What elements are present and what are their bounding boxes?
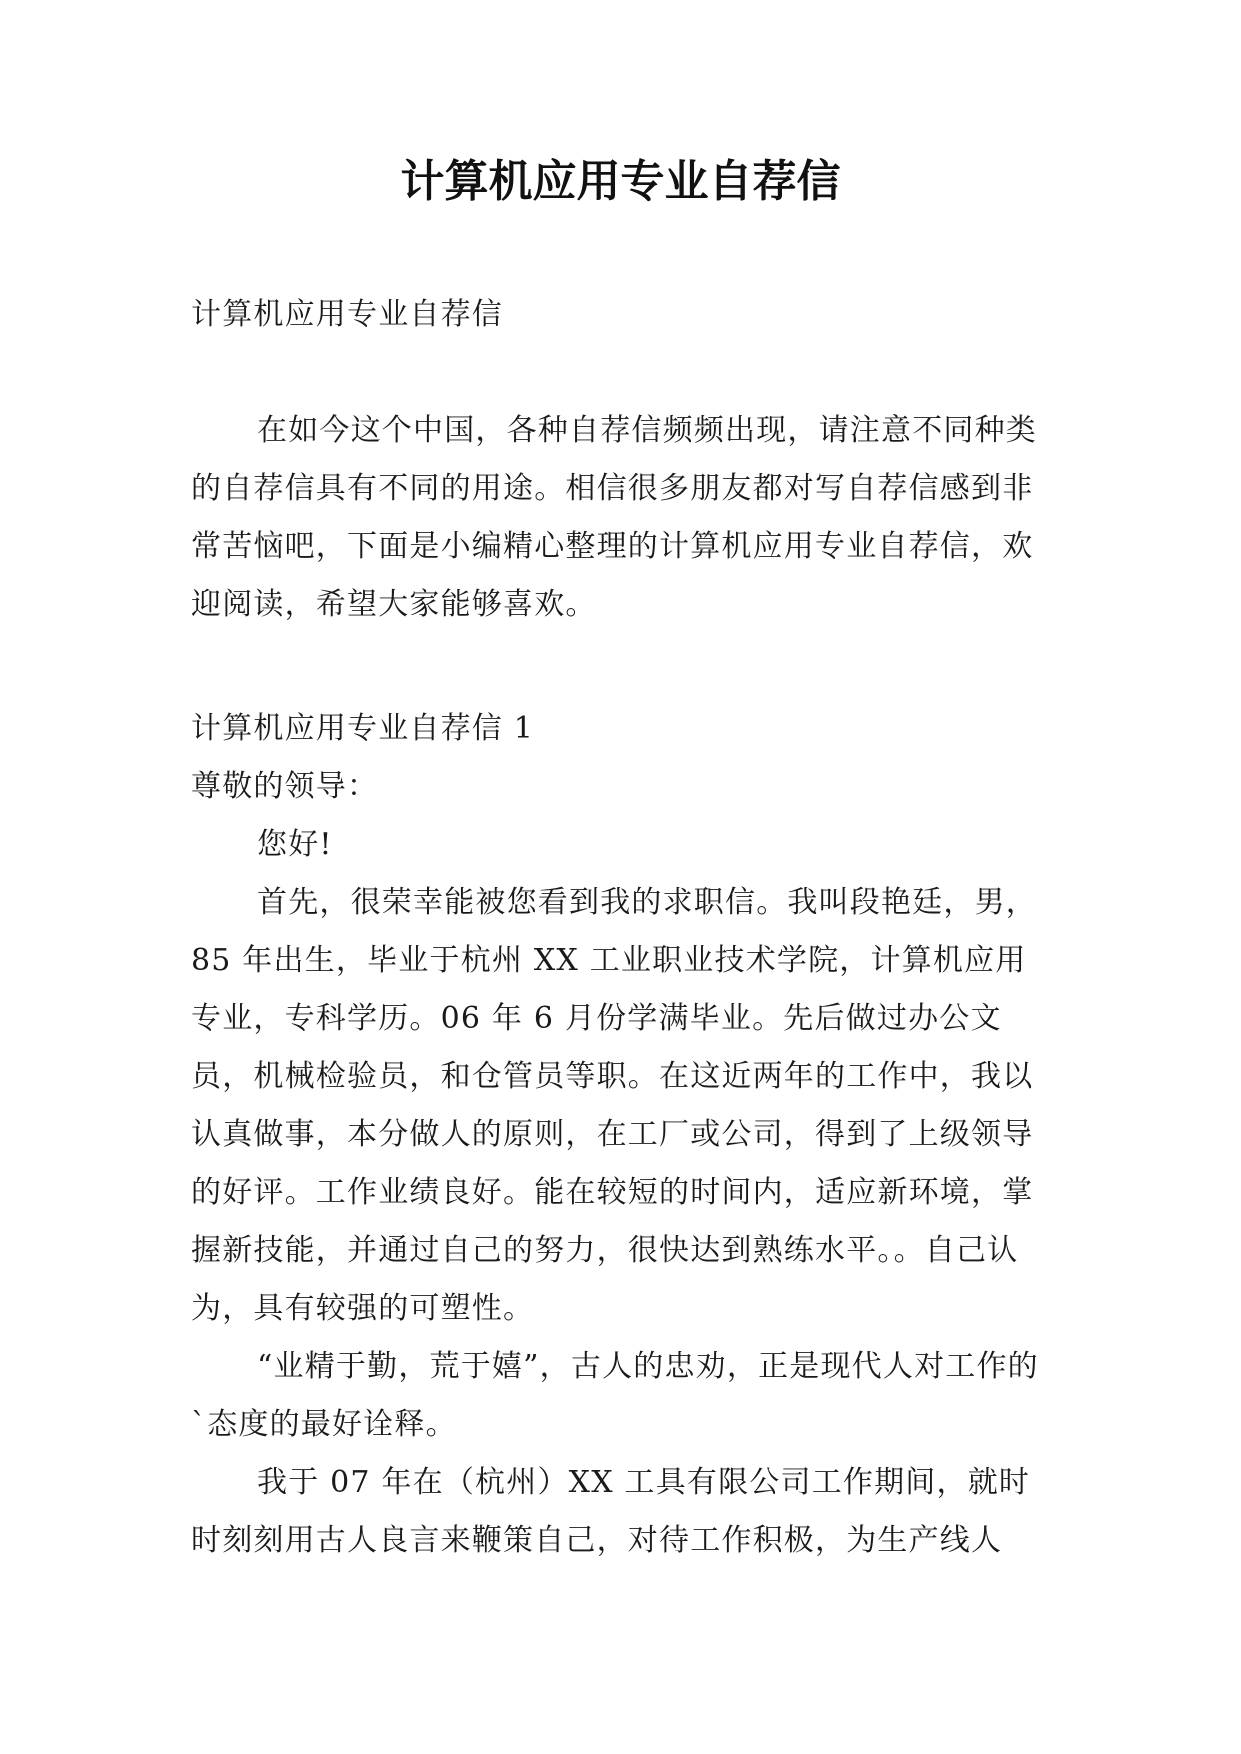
body-paragraph: 我于 07 年在（杭州）XX 工具有限公司工作期间，就时时刻刻用古人良言来鞭策自己，对待工作积极，为生产线人 [191,1465,1031,1558]
intro-paragraph: 在如今这个中国，各种自荐信频频出现，请注意不同种类的自荐信具有不同的用途。相信很多朋友都对写自荐信感到非常苦恼吧，下面是小编精心整理的计算机应用专业自荐信，欢迎阅读，希望大家能够喜欢。 [191,413,1037,622]
section-heading: 计算机应用专业自荐信 1 [191,711,535,746]
document-subtitle: 计算机应用专业自荐信 [191,297,503,332]
salutation: 尊敬的领导： [191,769,379,804]
body-paragraph: “业精于勤，荒于嬉”，古人的忠劝，正是现代人对工作的`态度的最好诠释。 [191,1349,1039,1442]
greeting: 您好! [257,827,333,862]
document-title: 计算机应用专业自荐信 [400,156,841,207]
body-paragraph: 首先，很荣幸能被您看到我的求职信。我叫段艳廷，男，85 年出生，毕业于杭州 XX 工业职业技术学院，计算机应用专业，专科学历。06 年 6 月份学满毕业。先后做过办公文员，机械检验员，和仓管员等职。在这近两年的工作中，我以认真做事，本分做人的原则，在工厂或公司，得到了上级领导的好评。工作业绩良好。能在较短的时间内，适应新环境，掌握新技能，并通过自己的努力，很快达到熟练水平。。自己认为，具有较强的可塑性。 [191,885,1037,1326]
